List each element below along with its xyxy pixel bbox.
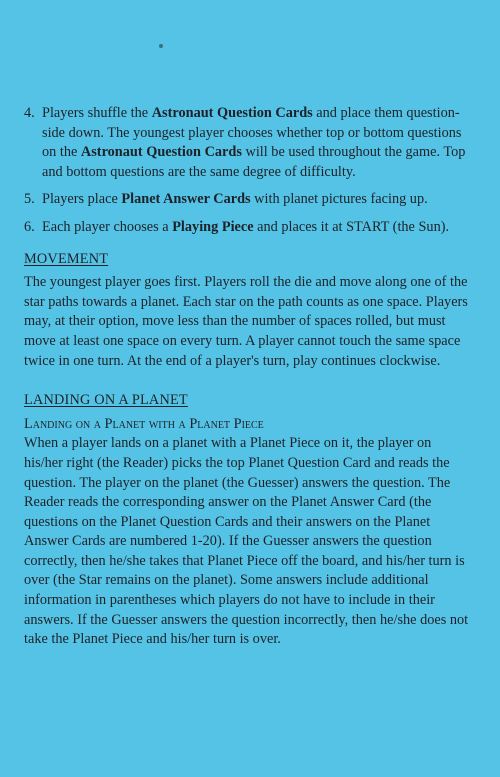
movement-heading: MOVEMENT: [24, 250, 109, 267]
card-name: Planet Answer Cards: [121, 191, 251, 208]
setup-step-4: [24, 104, 472, 182]
movement-paragraph: The youngest player goes first. Players roll the die and move along one of the star paths towards a planet. Each star on the path counts as one space. Players may, at their option, move less than the number of spaces rolled, but must move at least one space on every turn. A player cannot touch the same space twice in one turn. At the end of a player's turn, play continues clockwise.: [24, 274, 468, 369]
rules-page: [24, 104, 472, 650]
setup-steps-list: [24, 104, 472, 238]
landing-heading: LANDING ON A PLANET: [24, 392, 188, 409]
step-text: and place them question-side down. The youngest player chooses whether top or bottom questions on the: [42, 105, 462, 161]
step-number: 5.: [24, 191, 35, 208]
step-text: Players shuffle the: [42, 105, 152, 121]
paper-speck: [159, 44, 163, 48]
landing-subheading: Landing on a Planet with a Planet Piece: [24, 415, 264, 432]
landing-paragraph: When a player lands on a planet with a Planet Piece on it, the player on his/her right (the Reader) picks the top Planet Question Card and reads the question. The player on the planet (the Guesser) answers the question. The Reader reads the corresponding answer on the Planet Answer Card (the questions on the Planet Question Cards and their answers on the Planet Answer Cards are numbered 1-20). If the Guesser answers the question correctly, then he/she takes that Planet Piece off the board, and his/her turn is over (the Star remains on the planet). Some answers include additional information in parentheses which players do not have to include in their answers. If the Guesser answers the question incorrectly, then he/she does not take the Planet Piece and his/her turn is over.: [24, 435, 469, 648]
step-text: with planet pictures facing up.: [250, 191, 428, 208]
step-text: will be used throughout the game. Top and bottom questions are the same degree of difficulty.: [42, 144, 466, 180]
card-name: Astronaut Question Cards: [80, 144, 242, 161]
step-number: 4.: [24, 105, 35, 121]
step-number: 6.: [24, 218, 35, 235]
card-name: Astronaut Question Cards: [151, 105, 313, 121]
piece-name: Playing Piece: [172, 218, 254, 235]
step-text: Players place: [42, 191, 122, 208]
setup-step-5: [24, 190, 472, 210]
step-text: and places it at START (the Sun).: [253, 218, 450, 235]
step-text: Each player chooses a: [42, 218, 173, 235]
setup-step-6: [24, 218, 472, 238]
